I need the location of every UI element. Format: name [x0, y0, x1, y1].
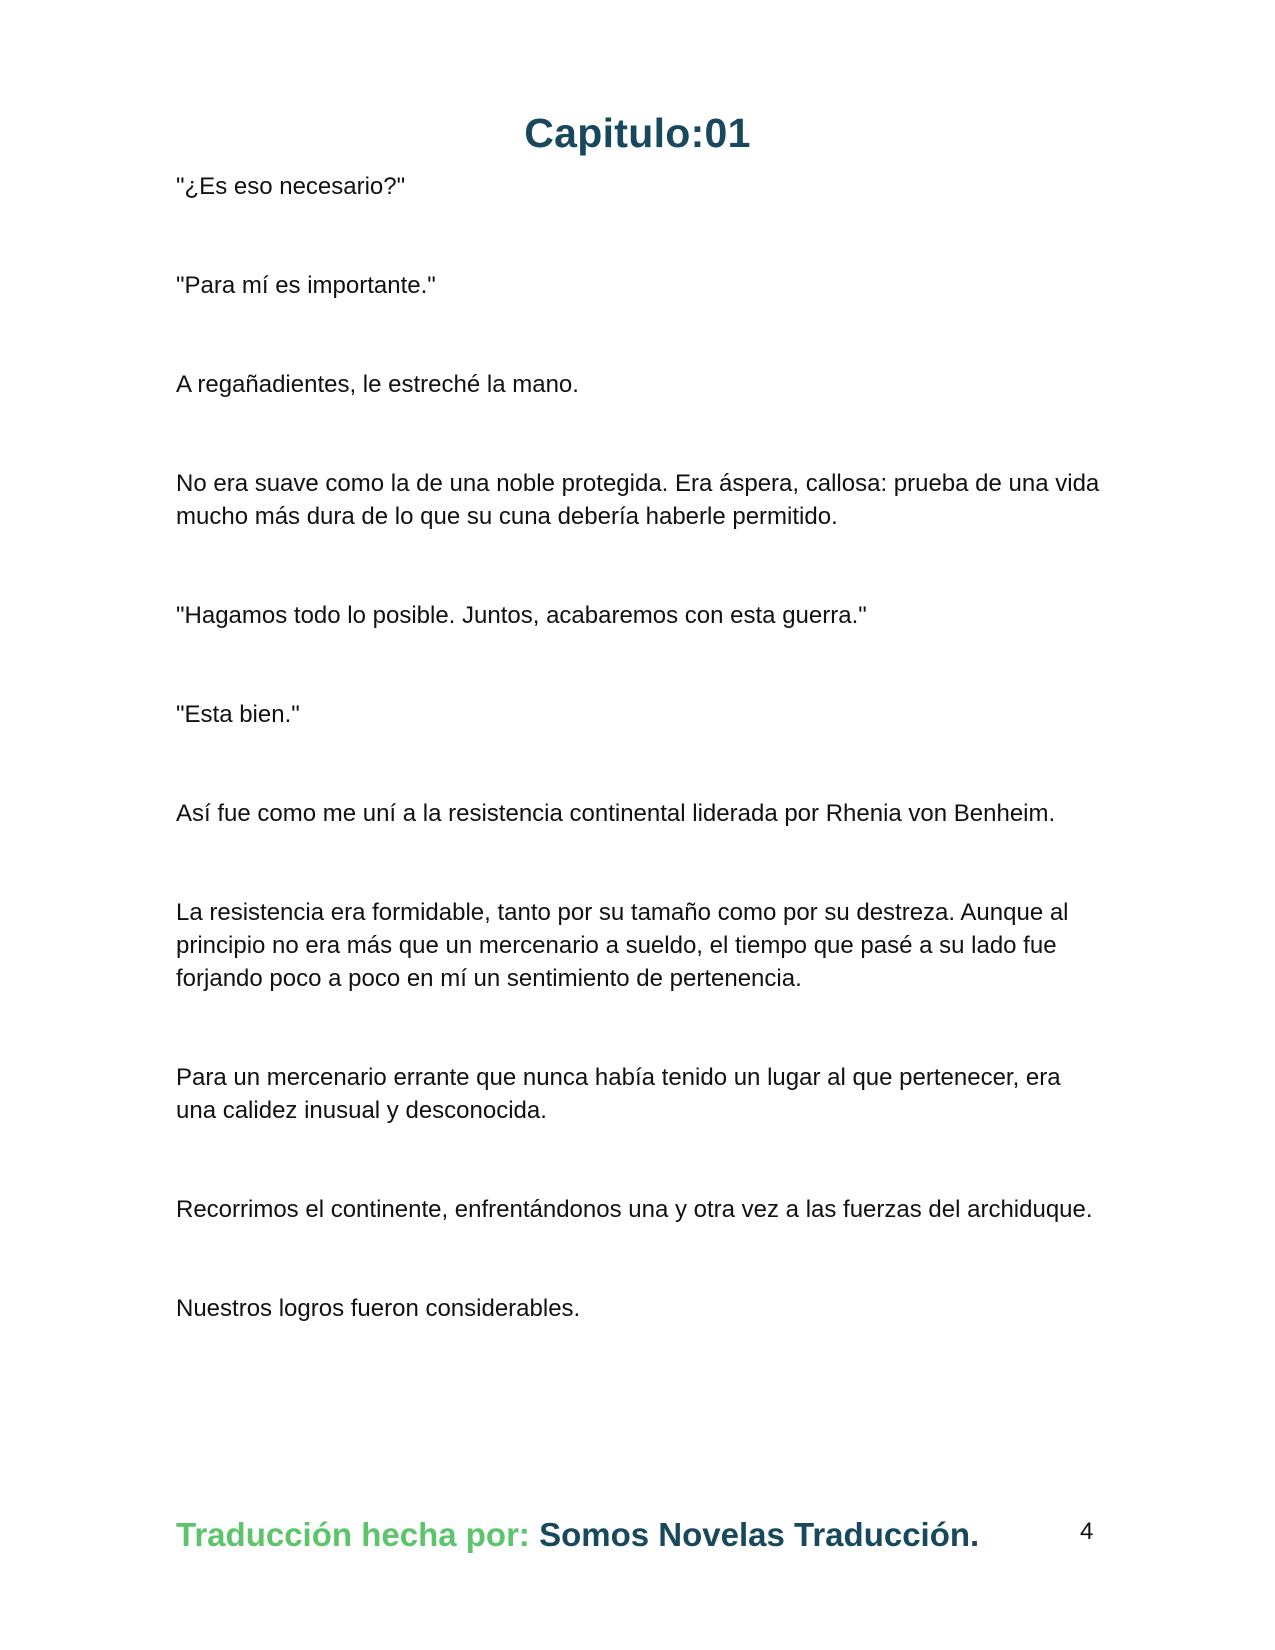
page-number: 4 — [1080, 1518, 1094, 1545]
paragraph: Así fue como me uní a la resistencia continental liderada por Rhenia von Benheim. — [176, 800, 1056, 827]
paragraph: Recorrimos el continente, enfrentándonos una y otra vez a las fuerzas del archiduque. — [176, 1196, 1093, 1223]
paragraph: "¿Es eso necesario?" — [176, 173, 406, 200]
paragraph: "Hagamos todo lo posible. Juntos, acabaremos con esta guerra." — [176, 602, 867, 629]
chapter-title: Capitulo:01 — [524, 110, 751, 156]
chapter-body — [176, 170, 1106, 1391]
credit-name: Somos Novelas Traducción. — [539, 1516, 980, 1553]
paragraph: La resistencia era formidable, tanto por su tamaño como por su destreza. Aunque al principio no era más que un mercenario a sueldo, el tiempo que pasé a su lado fue forjando poco a poco en mí un sentimiento de pertenencia. — [176, 899, 1069, 992]
paragraph: "Para mí es importante." — [176, 272, 436, 299]
paragraph: Nuestros logros fueron considerables. — [176, 1295, 581, 1322]
paragraph: Para un mercenario errante que nunca había tenido un lugar al que pertenecer, era una calidez inusual y desconocida. — [176, 1064, 1061, 1124]
paragraph: "Esta bien." — [176, 701, 300, 728]
paragraph: No era suave como la de una noble protegida. Era áspera, callosa: prueba de una vida mucho más dura de lo que su cuna debería haberle permitido. — [176, 470, 1100, 530]
translation-credit — [176, 1516, 979, 1554]
paragraph: A regañadientes, le estreché la mano. — [176, 371, 579, 398]
credit-label: Traducción hecha por: — [176, 1516, 530, 1553]
